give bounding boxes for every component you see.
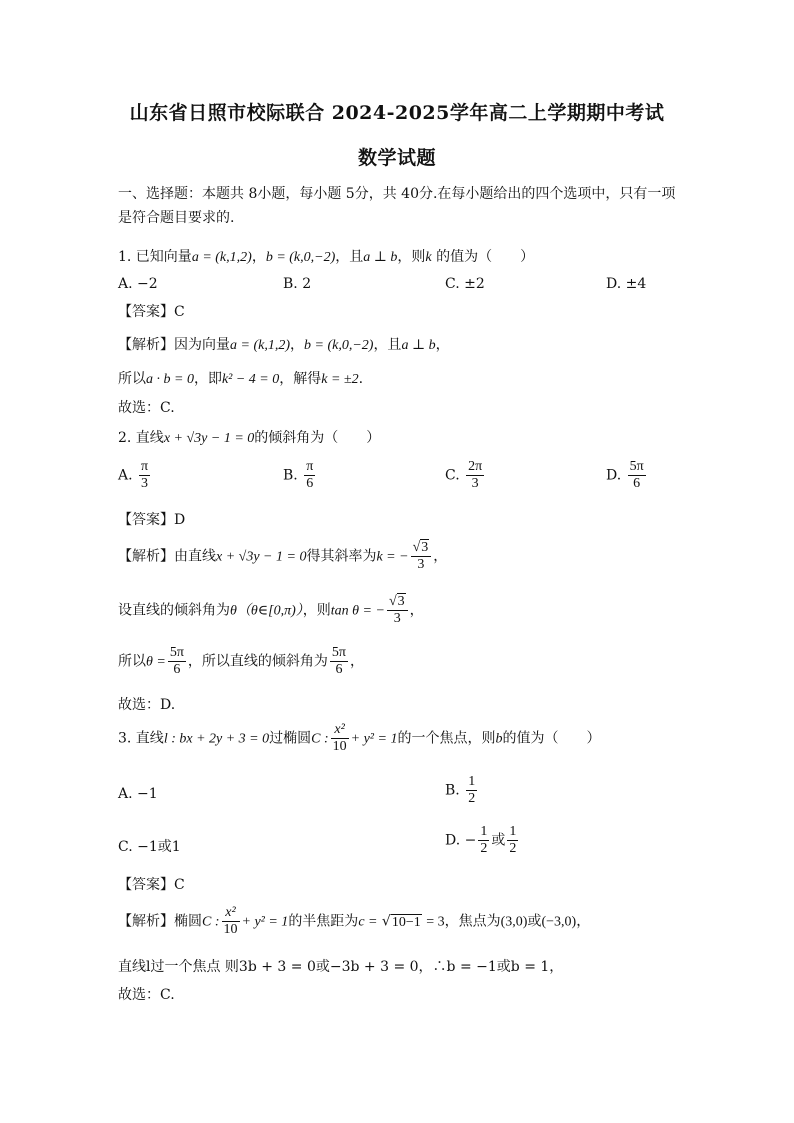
question-1-stem: 1. 已知向量a = (k,1,2)，b = (k,0,−2)，且a ⊥ b，则k 的值为（ ） [118, 249, 535, 265]
question-3-stem: 3. 直线l : bx + 2y + 3 = 0过椭圆C : $\frac{\text{x²}}{10}$ + y² = 1的一个焦点，则b的值为（ ） [118, 722, 601, 755]
section-intro-line1: 一、选择题：本题共 8小题，每小题 5分，共 40分.在每小题给出的四个选项中，只有一项 [118, 186, 676, 202]
q3-solution-line1: 【解析】椭圆C : $\frac{\text{x²}}{10}$ + y² = 1的半焦距为c = √10−1 = 3，焦点为(3,0)或(−3,0)， [118, 905, 591, 938]
q3-solution-line2: 直线l过一个焦点 则3b + 3 = 0或−3b + 3 = 0，∴b = −1或b = 1， [118, 959, 564, 975]
q2-answer: 【答案】D [118, 512, 186, 528]
q2-option-b: B. $\frac{\pi}{6}$ [283, 459, 314, 492]
q2-solution-line3: 所以θ = $\frac{5\pi}{6}$ ，所以直线的倾斜角为 $\frac{5\pi}{6}$ ， [118, 645, 364, 678]
q2-solution-line2: 设直线的倾斜角为θ（θ∈[0,π)），则tan θ = − $\frac{√3}{3}$ ， [118, 594, 424, 627]
q2-solution-line1: 【解析】由直线x + √3y − 1 = 0得其斜率为k = − $\frac{√3}{3}$ ， [118, 540, 448, 573]
q1-option-d: D. ±4 [606, 276, 647, 292]
q3-option-b: B. $\frac{1}{2}$ [445, 774, 476, 807]
q2-option-c: C. $\frac{2\pi}{3}$ [445, 459, 483, 492]
q1-answer: 【答案】C [118, 304, 185, 320]
q1-option-a: A. −2 [118, 276, 158, 292]
q3-answer: 【答案】C [118, 877, 185, 893]
q3-option-d: D. − $\frac{1}{2}$ 或 $\frac{1}{2}$ [445, 824, 517, 857]
q2-choose: 故选：D. [118, 697, 176, 713]
q1-solution-line1: 【解析】因为向量a = (k,1,2)，b = (k,0,−2)，且a ⊥ b， [118, 337, 450, 353]
q1-option-c: C. ±2 [445, 276, 485, 292]
document-subtitle: 数学试题 [357, 147, 436, 169]
q3-option-c: C. −1或1 [118, 839, 181, 855]
q3-choose: 故选：C. [118, 987, 175, 1003]
q1-solution-line2: 所以a · b = 0，即k² − 4 = 0，解得k = ±2. [118, 371, 364, 387]
q1-option-b: B. 2 [283, 276, 312, 292]
q2-option-d: D. $\frac{5\pi}{6}$ [606, 459, 644, 492]
document-title: 山东省日照市校际联合 2024-2025学年高二上学期期中考试 [129, 102, 665, 124]
q2-option-a: A. $\frac{\pi}{3}$ [118, 459, 149, 492]
question-2-stem: 2. 直线x + √3y − 1 = 0的倾斜角为（ ） [118, 430, 381, 446]
q1-choose: 故选：C. [118, 400, 175, 416]
section-intro-line2: 是符合题目要求的. [118, 210, 235, 226]
q3-option-a: A. −1 [118, 786, 158, 802]
